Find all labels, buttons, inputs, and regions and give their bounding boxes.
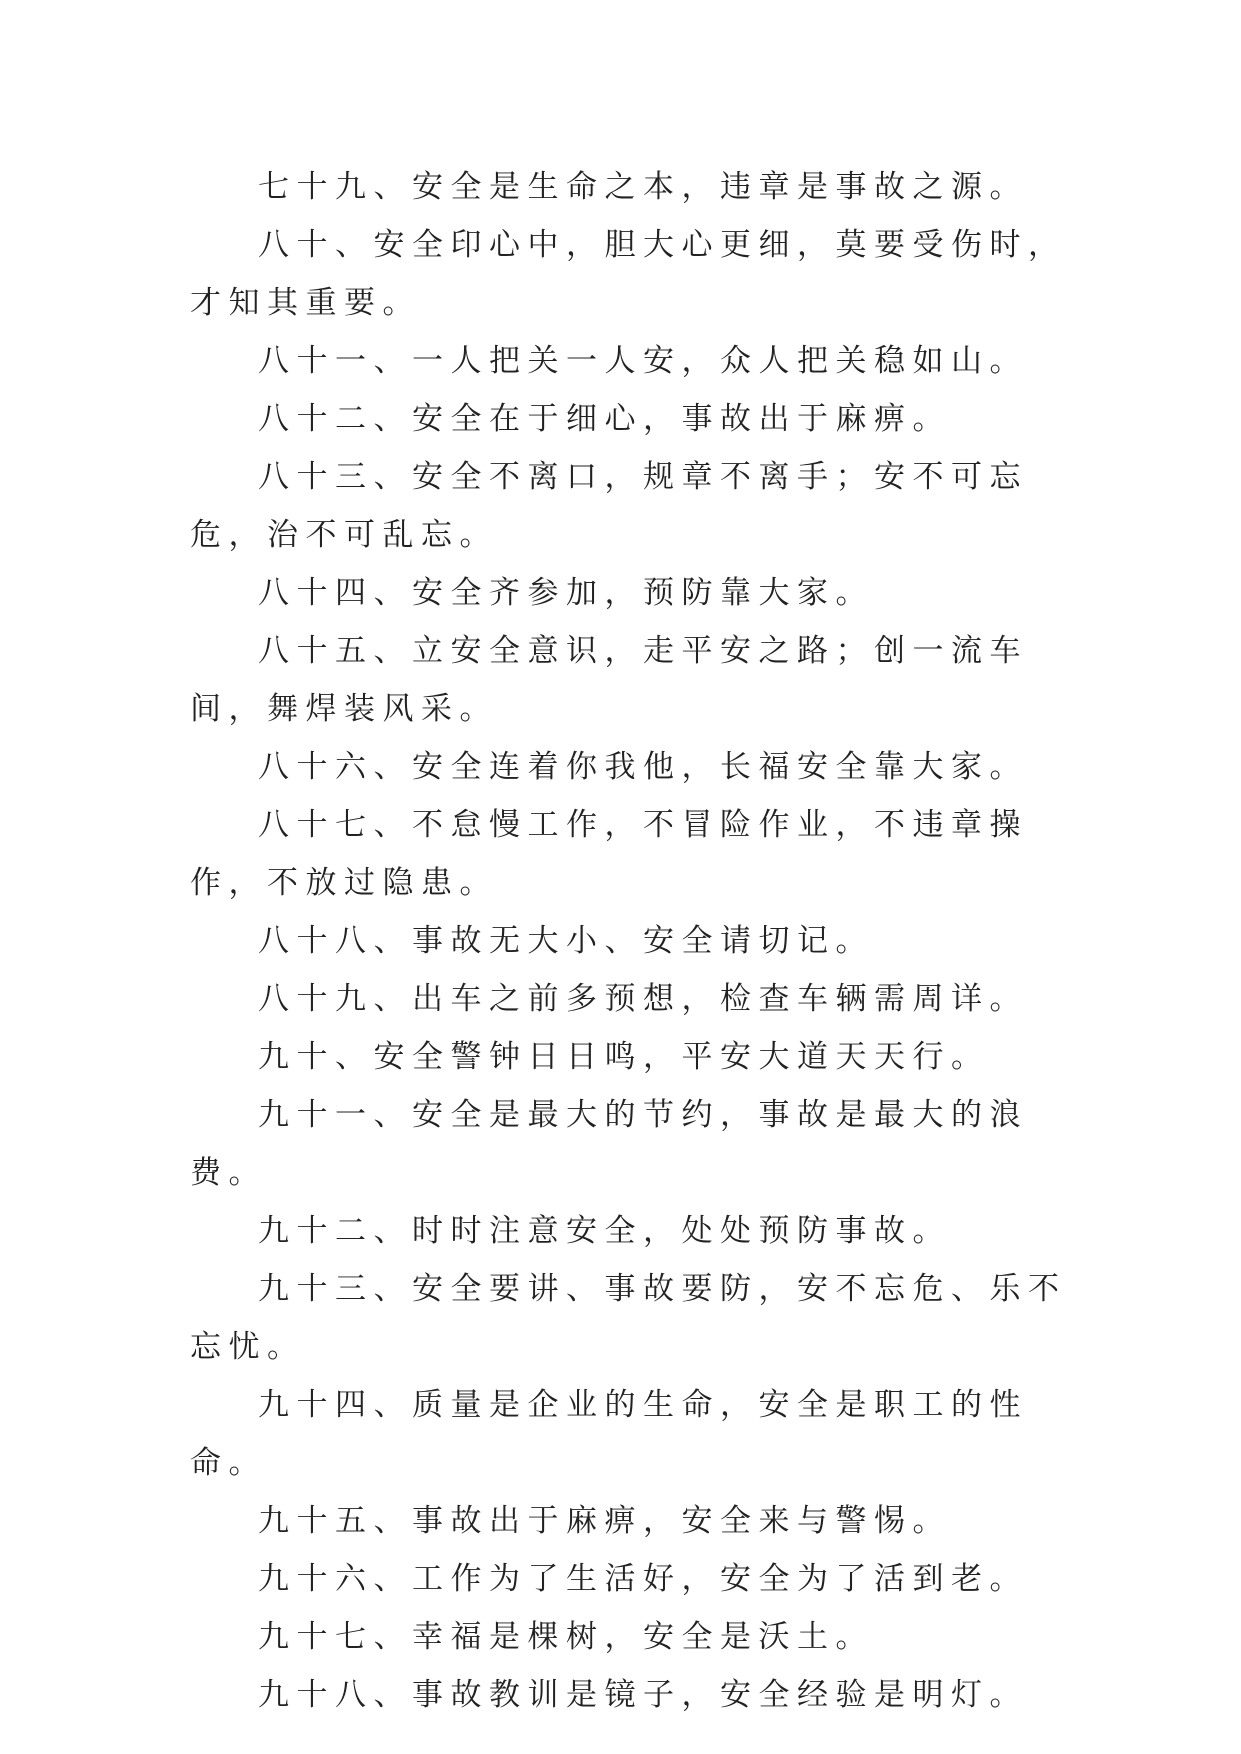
paragraph-88: 八十八、事故无大小、安全请切记。	[258, 923, 874, 959]
paragraph-86: 八十六、安全连着你我他，长福安全靠大家。	[258, 749, 1028, 785]
paragraph-79: 七十九、安全是生命之本，违章是事故之源。	[258, 169, 1028, 205]
paragraph-82: 八十二、安全在于细心，事故出于麻痹。	[258, 401, 951, 437]
paragraph-91: 九十一、安全是最大的节约，事故是最大的浪费。	[190, 1097, 1028, 1191]
paragraph-94: 九十四、质量是企业的生命，安全是职工的性命。	[190, 1387, 1028, 1481]
paragraph-81: 八十一、一人把关一人安，众人把关稳如山。	[258, 343, 1028, 379]
paragraph-95: 九十五、事故出于麻痹，安全来与警惕。	[258, 1503, 951, 1539]
paragraph-98: 九十八、事故教训是镜子，安全经验是明灯。	[258, 1677, 1028, 1713]
paragraph-90: 九十、安全警钟日日鸣，平安大道天天行。	[258, 1039, 990, 1075]
paragraph-89: 八十九、出车之前多预想，检查车辆需周详。	[258, 981, 1028, 1017]
document-body	[190, 158, 1070, 1724]
paragraph-87: 八十七、不怠慢工作，不冒险作业，不违章操作，不放过隐患。	[190, 807, 1028, 901]
paragraph-83: 八十三、安全不离口，规章不离手；安不可忘危，治不可乱忘。	[190, 459, 1028, 553]
paragraph-85: 八十五、立安全意识，走平安之路；创一流车间，舞焊装风采。	[190, 633, 1028, 727]
paragraph-96: 九十六、工作为了生活好，安全为了活到老。	[258, 1561, 1028, 1597]
paragraph-92: 九十二、时时注意安全，处处预防事故。	[258, 1213, 951, 1249]
paragraph-84: 八十四、安全齐参加，预防靠大家。	[258, 575, 874, 611]
paragraph-80: 八十、安全印心中，胆大心更细，莫要受伤时，才知其重要。	[190, 227, 1067, 321]
paragraph-93: 九十三、安全要讲、事故要防，安不忘危、乐不忘忧。	[190, 1271, 1067, 1365]
paragraph-97: 九十七、幸福是棵树，安全是沃土。	[258, 1619, 874, 1655]
